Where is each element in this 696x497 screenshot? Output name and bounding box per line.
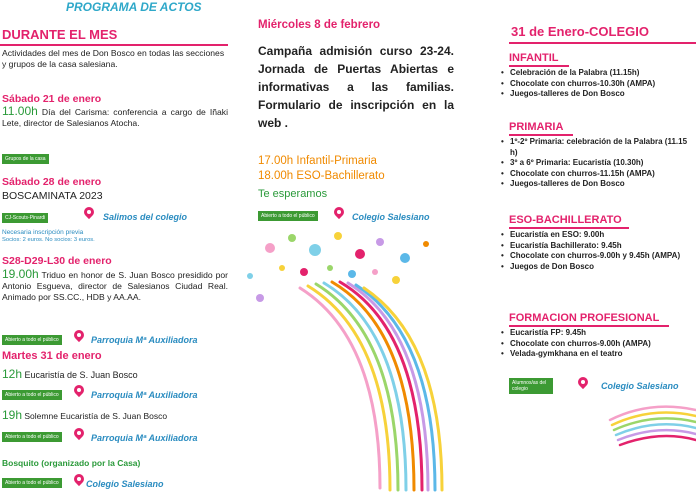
location-pin-icon xyxy=(74,330,84,344)
divider xyxy=(0,44,228,46)
sab28-venue: Salimos del colegio xyxy=(103,212,188,222)
sab21-date: Sábado 21 de enero xyxy=(2,93,102,105)
sab21-tag: Grupos de la casa xyxy=(2,154,49,164)
divider xyxy=(509,134,573,136)
sab21-block xyxy=(2,106,228,129)
primaria-list xyxy=(500,137,696,190)
location-pin-icon xyxy=(74,385,84,399)
primaria-title: PRIMARIA xyxy=(509,121,564,133)
location-pin-icon xyxy=(334,207,344,221)
sab28-note1: Necesaria inscripción previa xyxy=(2,229,84,236)
divider xyxy=(509,325,669,327)
list-item: • Celebración de la Palabra (11.15h) xyxy=(500,68,696,79)
mid-line1 xyxy=(258,155,377,167)
sab28-name: BOSCAMINATA 2023 xyxy=(2,190,103,202)
mar31-date: Martes 31 de enero xyxy=(2,350,102,362)
mar31-line2 xyxy=(2,408,167,422)
fp-list xyxy=(500,328,696,360)
s28-block xyxy=(2,269,228,303)
list-item: • Chocolate con churros-9.00h (AMPA) xyxy=(500,339,696,350)
mid-line2-text: ESO-Bachillerato xyxy=(293,170,385,182)
list-item: • Juegos de Don Bosco xyxy=(500,262,696,273)
fp-title: FORMACION PROFESIONAL xyxy=(509,312,660,324)
mar31-venue1: Parroquia Mª Auxiliadora xyxy=(91,390,198,400)
eso-list xyxy=(500,230,696,272)
list-item: • Eucaristía en ESO: 9.00h xyxy=(500,230,696,241)
list-item: • 1º-2º Primaria: celebración de la Palabra (11.15 h) xyxy=(500,137,696,158)
location-pin-icon xyxy=(84,207,94,221)
sab28-note2: Socios: 2 euros. No socios: 3 euros. xyxy=(2,237,95,243)
durante-title: DURANTE EL MES xyxy=(2,27,118,42)
bosquito-tag: Abierto a todo el público xyxy=(2,478,62,488)
eso-title: ESO-BACHILLERATO xyxy=(509,214,622,226)
list-item: • Chocolate con churros-9.00h y 9.45h (AMPA) xyxy=(500,251,696,262)
divider xyxy=(509,227,629,229)
divider xyxy=(509,65,569,67)
list-item: • Chocolate con churros-10.30h (AMPA) xyxy=(500,79,696,90)
mid-tag: Abierto a todo el público xyxy=(258,211,318,221)
sab28-tag: CJ-Scouts-Pinardi xyxy=(2,213,48,223)
mar31-tag1: Abierto a todo el público xyxy=(2,390,62,400)
sab21-time: 11.00h xyxy=(2,104,38,118)
durante-desc: Actividades del mes de Don Bosco en todas las secciones y grupos de la casa salesiana. xyxy=(2,48,225,69)
mar31-venue2: Parroquia Mª Auxiliadora xyxy=(91,433,198,443)
divider xyxy=(509,42,696,44)
infantil-list xyxy=(500,68,696,100)
mid-line2-time: 18.00h xyxy=(258,170,294,182)
s28-text: Triduo en honor de S. Juan Bosco presidido por Antonio Esgueva, director de Salesianos Ciudad Real. Animado por SS.CC., HDB y AA.AA. xyxy=(2,270,228,302)
location-pin-icon xyxy=(74,474,84,488)
list-item: • 3º a 6º Primaria: Eucaristía (10.30h) xyxy=(500,158,696,169)
mar31-time2: 19h xyxy=(2,408,23,422)
s28-time: 19.00h xyxy=(2,267,39,281)
mid-line1-text: Infantil-Primaria xyxy=(293,155,377,167)
location-pin-icon xyxy=(74,428,84,442)
mar31-text2: Solemne Eucaristía de S. Juan Bosco xyxy=(22,411,168,421)
mar31-text1: Eucaristía de S. Juan Bosco xyxy=(22,370,138,380)
mar31-line1 xyxy=(2,367,138,381)
mid-line2 xyxy=(258,170,385,182)
sab21-text: Día del Carisma: conferencia a cargo de Iñaki Lete, director de Salesianos Atocha. xyxy=(2,107,228,128)
mid-body: Campaña admisión curso 23-24. Jornada de Puertas Abiertas e informativas a las familias. Formulario de inscripción en la web . xyxy=(258,44,454,130)
right-tag: Alumnos/as del colegio xyxy=(509,378,553,394)
mid-closing: Te esperamos xyxy=(258,188,328,200)
list-item: • Eucaristía Bachillerato: 9.45h xyxy=(500,241,696,252)
list-item: • Velada-gymkhana en el teatro xyxy=(500,349,696,360)
decorative-streamer-graphic xyxy=(600,380,696,460)
list-item: • Eucaristía FP: 9.45h xyxy=(500,328,696,339)
location-pin-icon xyxy=(578,377,588,391)
mar31-time1: 12h xyxy=(2,367,23,381)
s28-tag: Abierto a todo el público xyxy=(2,335,62,345)
mid-venue: Colegio Salesiano xyxy=(352,212,430,222)
mid-date: Miércoles 8 de febrero xyxy=(258,19,381,31)
bosquito-venue: Colegio Salesiano xyxy=(86,479,164,489)
mar31-tag2: Abierto a todo el público xyxy=(2,432,62,442)
page-header-title: PROGRAMA DE ACTOS xyxy=(66,0,202,14)
s28-date: S28-D29-L30 de enero xyxy=(2,255,112,267)
right-title: 31 de Enero-COLEGIO xyxy=(511,24,649,39)
decorative-streamer-graphic xyxy=(230,228,460,497)
mid-line1-time: 17.00h xyxy=(258,155,294,167)
s28-venue: Parroquia Mª Auxiliadora xyxy=(91,335,198,345)
list-item: • Juegos-talleres de Don Bosco xyxy=(500,179,696,190)
right-venue: Colegio Salesiano xyxy=(601,381,679,391)
list-item: • Chocolate con churros-11.15h (AMPA) xyxy=(500,169,696,180)
infantil-title: INFANTIL xyxy=(509,52,559,64)
list-item: • Juegos-talleres de Don Bosco xyxy=(500,89,696,100)
bosquito-title: Bosquito (organizado por la Casa) xyxy=(2,458,141,468)
sab28-date: Sábado 28 de enero xyxy=(2,176,102,188)
